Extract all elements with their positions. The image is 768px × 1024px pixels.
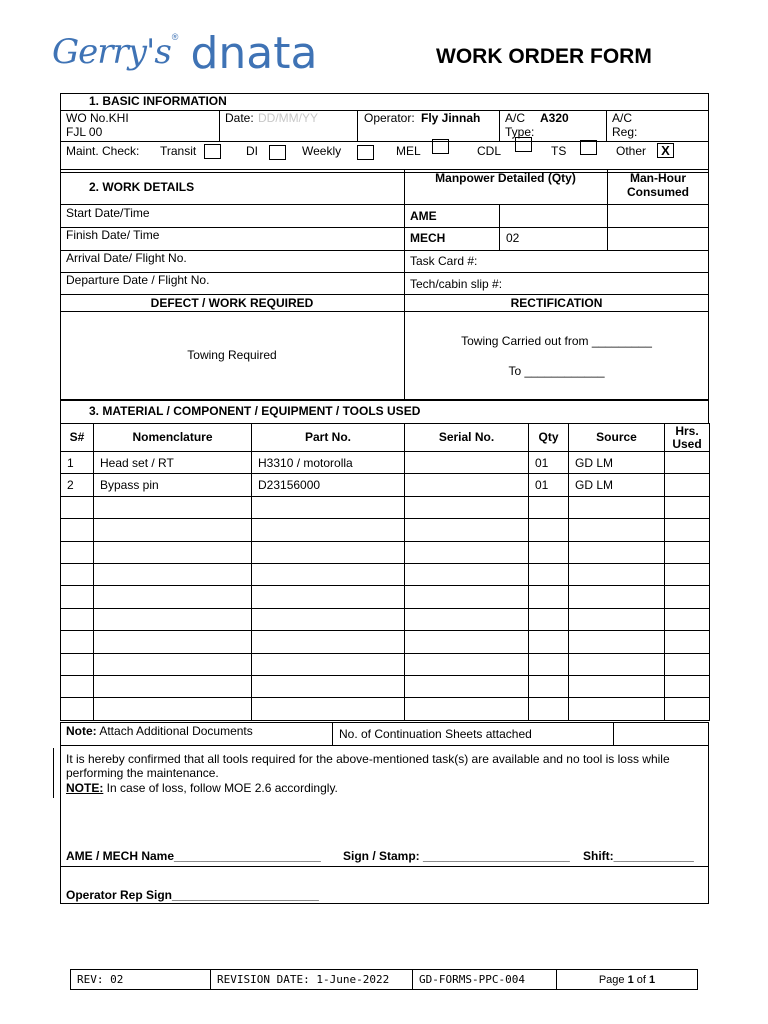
material-col-source: Source xyxy=(569,424,665,452)
material-cell-part-no[interactable] xyxy=(252,608,405,630)
material-cell-nomenclature[interactable]: Bypass pin xyxy=(94,474,252,496)
material-cell-qty[interactable] xyxy=(529,631,569,653)
revision-date: REVISION DATE: 1-June-2022 xyxy=(211,970,413,990)
ame-mech-name-field[interactable]: AME / MECH Name______________________ xyxy=(66,849,321,863)
manpower-header: Manpower Detailed (Qty) xyxy=(435,171,576,185)
material-cell-sn[interactable] xyxy=(61,541,94,563)
material-cell-part-no[interactable] xyxy=(252,631,405,653)
material-cell-serial-no[interactable] xyxy=(405,541,529,563)
check-mel-box[interactable] xyxy=(432,139,449,154)
material-cell-nomenclature[interactable] xyxy=(94,496,252,518)
material-cell-serial-no[interactable] xyxy=(405,675,529,697)
material-cell-part-no[interactable] xyxy=(252,541,405,563)
table-row xyxy=(61,698,710,720)
logo-dnata-text: dnata xyxy=(190,28,318,79)
rectification-header: RECTIFICATION xyxy=(510,296,603,310)
form-title: WORK ORDER FORM xyxy=(436,45,652,68)
material-cell-part-no[interactable]: H3310 / motorolla xyxy=(252,452,405,474)
material-cell-nomenclature[interactable] xyxy=(94,698,252,720)
material-cell-source[interactable] xyxy=(569,698,665,720)
note-text: Attach Additional Documents xyxy=(96,724,253,738)
ac-reg-label-2: Reg: xyxy=(612,125,638,139)
material-cell-sn[interactable]: 2 xyxy=(61,474,94,496)
sign-stamp-field[interactable]: Sign / Stamp: ______________________ xyxy=(343,849,570,863)
material-cell-serial-no[interactable] xyxy=(405,563,529,585)
material-cell-sn[interactable] xyxy=(61,563,94,585)
table-row xyxy=(61,496,710,518)
material-cell-nomenclature[interactable] xyxy=(94,586,252,608)
material-cell-sn[interactable] xyxy=(61,496,94,518)
task-card-label: Task Card #: xyxy=(410,254,478,268)
material-cell-sn[interactable] xyxy=(61,586,94,608)
arrival-label: Arrival Date/ Flight No. xyxy=(66,251,187,265)
material-cell-nomenclature[interactable] xyxy=(94,519,252,541)
material-cell-qty[interactable] xyxy=(529,653,569,675)
table-row xyxy=(61,653,710,675)
page-number xyxy=(557,970,698,990)
confirmation-line-1: It is hereby confirmed that all tools required for the above-mentioned task(s) are available and no tool is loss while xyxy=(66,752,670,766)
check-weekly-label: Weekly xyxy=(302,144,342,158)
mech-qty[interactable]: 02 xyxy=(506,231,520,245)
material-cell-source[interactable] xyxy=(569,563,665,585)
material-col-serial-no: Serial No. xyxy=(405,424,529,452)
material-cell-source[interactable] xyxy=(569,519,665,541)
table-row xyxy=(61,586,710,608)
material-cell-qty[interactable] xyxy=(529,675,569,697)
material-cell-serial-no[interactable] xyxy=(405,519,529,541)
material-cell-qty[interactable]: 01 xyxy=(529,474,569,496)
material-cell-source[interactable] xyxy=(569,631,665,653)
material-cell-source[interactable] xyxy=(569,608,665,630)
material-cell-serial-no[interactable] xyxy=(405,474,529,496)
rectification-line-1[interactable]: Towing Carried out from _________ xyxy=(461,334,652,348)
material-cell-hrs-used[interactable] xyxy=(665,452,710,474)
material-cell-hrs-used[interactable] xyxy=(665,519,710,541)
material-cell-part-no[interactable] xyxy=(252,586,405,608)
wo-number-label: WO No.KHI xyxy=(66,111,129,125)
material-cell-nomenclature[interactable] xyxy=(94,608,252,630)
table-row xyxy=(61,675,710,697)
note-attach xyxy=(66,724,253,738)
table-row xyxy=(61,631,710,653)
page-current: 1 xyxy=(627,973,634,986)
wo-number-value[interactable]: FJL 00 xyxy=(66,125,103,139)
material-cell-hrs-used[interactable] xyxy=(665,631,710,653)
material-cell-serial-no[interactable] xyxy=(405,452,529,474)
material-col-sn: S# xyxy=(61,424,94,452)
material-cell-sn[interactable]: 1 xyxy=(61,452,94,474)
table-row xyxy=(61,563,710,585)
material-cell-sn[interactable] xyxy=(61,519,94,541)
defect-text[interactable]: Towing Required xyxy=(187,348,277,362)
material-cell-part-no[interactable] xyxy=(252,653,405,675)
tech-slip-label: Tech/cabin slip #: xyxy=(410,277,503,291)
document-footer xyxy=(70,969,698,990)
material-cell-qty[interactable] xyxy=(529,608,569,630)
material-cell-part-no[interactable] xyxy=(252,675,405,697)
material-cell-source[interactable] xyxy=(569,496,665,518)
material-cell-source[interactable]: GD LM xyxy=(569,474,665,496)
material-cell-serial-no[interactable] xyxy=(405,698,529,720)
material-header-row xyxy=(61,424,710,452)
manhour-header: Man-Hour xyxy=(630,171,686,185)
start-date-label: Start Date/Time xyxy=(66,206,150,220)
margin-change-bar xyxy=(53,748,54,798)
material-cell-hrs-used[interactable] xyxy=(665,474,710,496)
check-ts-box[interactable] xyxy=(580,140,597,155)
material-cell-sn[interactable] xyxy=(61,653,94,675)
material-cell-part-no[interactable]: D23156000 xyxy=(252,474,405,496)
loss-note xyxy=(66,781,338,795)
material-col-hrs-used: Hrs. Used xyxy=(665,424,710,452)
finish-date-label: Finish Date/ Time xyxy=(66,228,160,242)
material-cell-source[interactable] xyxy=(569,541,665,563)
page-total: 1 xyxy=(649,973,656,986)
material-cell-serial-no[interactable] xyxy=(405,653,529,675)
material-cell-part-no[interactable] xyxy=(252,519,405,541)
material-cell-nomenclature[interactable] xyxy=(94,541,252,563)
shift-field[interactable]: Shift:____________ xyxy=(583,849,694,863)
ac-type-label: A/C xyxy=(505,111,526,125)
material-cell-hrs-used[interactable] xyxy=(665,541,710,563)
date-field[interactable]: DD/MM/YY xyxy=(258,111,318,125)
material-cell-hrs-used[interactable] xyxy=(665,698,710,720)
loss-note-label: NOTE: xyxy=(66,781,104,795)
check-di-box[interactable] xyxy=(269,145,286,160)
section-3-title: 3. MATERIAL / COMPONENT / EQUIPMENT / TOOLS USED xyxy=(89,404,421,418)
material-cell-serial-no[interactable] xyxy=(405,586,529,608)
material-cell-qty[interactable] xyxy=(529,541,569,563)
check-cdl-box[interactable] xyxy=(515,137,532,152)
material-cell-serial-no[interactable] xyxy=(405,608,529,630)
check-mel-label: MEL xyxy=(396,144,421,158)
material-cell-qty[interactable] xyxy=(529,563,569,585)
material-table xyxy=(60,423,710,721)
material-cell-qty[interactable]: 01 xyxy=(529,452,569,474)
material-cell-sn[interactable] xyxy=(61,675,94,697)
mech-label: MECH xyxy=(410,231,446,245)
material-cell-qty[interactable] xyxy=(529,698,569,720)
departure-label: Departure Date / Flight No. xyxy=(66,273,210,287)
ame-label: AME xyxy=(410,209,437,223)
check-cdl-label: CDL xyxy=(477,144,502,158)
material-cell-part-no[interactable] xyxy=(252,496,405,518)
operator-label: Operator: xyxy=(364,111,415,125)
material-cell-nomenclature[interactable] xyxy=(94,631,252,653)
rectification-line-2[interactable]: To ____________ xyxy=(508,364,605,378)
table-row xyxy=(61,452,710,474)
material-col-qty: Qty xyxy=(529,424,569,452)
material-cell-nomenclature[interactable] xyxy=(94,653,252,675)
check-other-box[interactable]: X xyxy=(657,143,674,158)
check-transit-label: Transit xyxy=(160,144,197,158)
check-weekly-box[interactable] xyxy=(357,145,374,160)
note-label: Note: xyxy=(66,724,97,738)
date-label: Date: xyxy=(225,111,254,125)
material-cell-source[interactable]: GD LM xyxy=(569,452,665,474)
check-ts-label: TS xyxy=(551,144,567,158)
section-1-title: 1. BASIC INFORMATION xyxy=(89,94,227,108)
table-row xyxy=(61,541,710,563)
material-cell-sn[interactable] xyxy=(61,631,94,653)
ac-type-value[interactable]: A320 xyxy=(540,111,569,125)
material-cell-sn[interactable] xyxy=(61,698,94,720)
check-di-label: DI xyxy=(246,144,258,158)
material-cell-hrs-used[interactable] xyxy=(665,496,710,518)
material-cell-hrs-used[interactable] xyxy=(665,675,710,697)
confirmation-line-2: performing the maintenance. xyxy=(66,766,219,780)
material-col-part-no: Part No. xyxy=(252,424,405,452)
manhour-header-2: Consumed xyxy=(626,185,689,199)
page-of-label: of xyxy=(636,973,646,986)
ac-type-label-2: Type: xyxy=(505,125,535,139)
material-cell-hrs-used[interactable] xyxy=(665,563,710,585)
company-logo xyxy=(52,30,317,78)
material-cell-sn[interactable] xyxy=(61,608,94,630)
revision-number: REV: 02 xyxy=(71,970,211,990)
material-cell-serial-no[interactable] xyxy=(405,496,529,518)
ac-reg-label: A/C xyxy=(612,111,633,125)
material-cell-source[interactable] xyxy=(569,675,665,697)
section-2-title: 2. WORK DETAILS xyxy=(89,180,195,194)
material-cell-hrs-used[interactable] xyxy=(665,586,710,608)
form-code: GD-FORMS-PPC-004 xyxy=(413,970,557,990)
page-label: Page xyxy=(598,973,625,986)
material-cell-nomenclature[interactable] xyxy=(94,675,252,697)
loss-note-text: In case of loss, follow MOE 2.6 accordingly. xyxy=(103,781,338,795)
material-cell-nomenclature[interactable] xyxy=(94,563,252,585)
material-cell-source[interactable] xyxy=(569,586,665,608)
material-cell-serial-no[interactable] xyxy=(405,631,529,653)
material-cell-source[interactable] xyxy=(569,653,665,675)
table-row xyxy=(61,474,710,496)
material-cell-hrs-used[interactable] xyxy=(665,653,710,675)
logo-gerrys-text: Gerry's xyxy=(52,32,171,72)
table-row xyxy=(61,519,710,541)
registered-mark: ® xyxy=(171,32,179,42)
check-transit-box[interactable] xyxy=(204,144,221,159)
material-cell-nomenclature[interactable]: Head set / RT xyxy=(94,452,252,474)
check-other-label: Other xyxy=(616,144,647,158)
maint-check-label: Maint. Check: xyxy=(66,144,140,158)
material-cell-qty[interactable] xyxy=(529,586,569,608)
material-cell-hrs-used[interactable] xyxy=(665,608,710,630)
defect-header: DEFECT / WORK REQUIRED xyxy=(150,296,314,310)
material-col-nomenclature: Nomenclature xyxy=(94,424,252,452)
material-cell-qty[interactable] xyxy=(529,519,569,541)
table-row xyxy=(61,608,710,630)
operator-rep-sign-field[interactable]: Operator Rep Sign______________________ xyxy=(66,888,319,902)
material-cell-part-no[interactable] xyxy=(252,563,405,585)
continuation-label: No. of Continuation Sheets attached xyxy=(339,727,532,741)
material-cell-qty[interactable] xyxy=(529,496,569,518)
operator-value[interactable]: Fly Jinnah xyxy=(421,111,481,125)
material-cell-part-no[interactable] xyxy=(252,698,405,720)
